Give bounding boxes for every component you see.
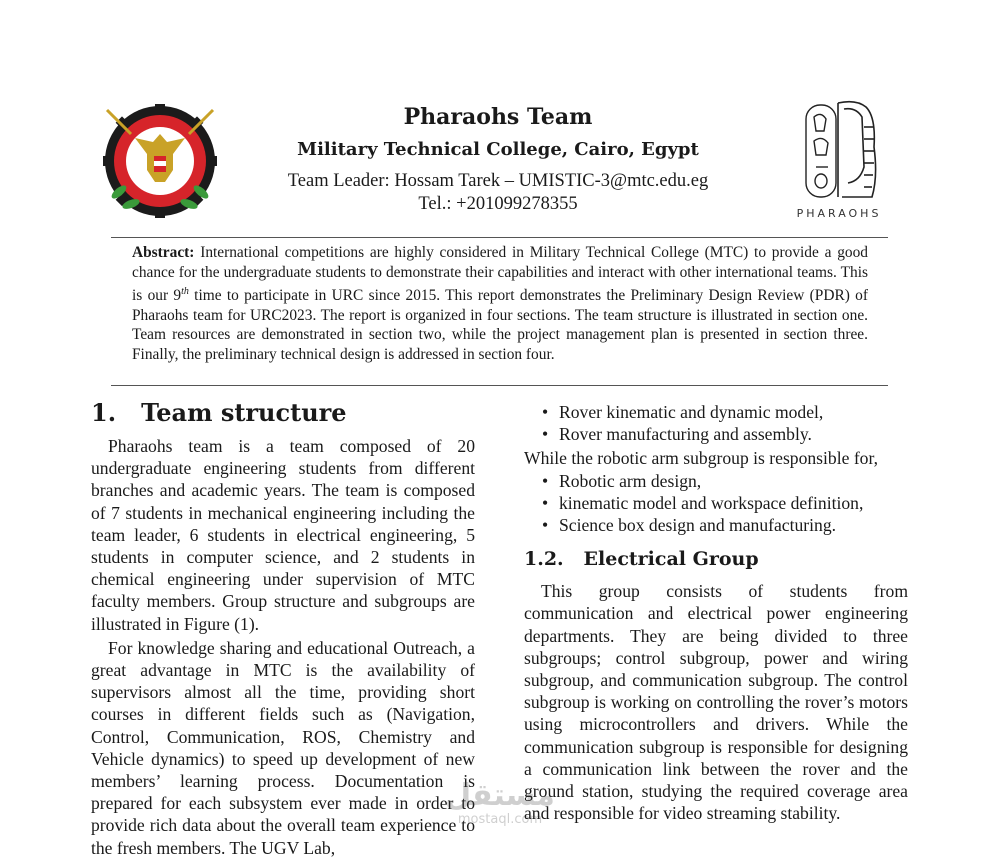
pharaohs-logo (786, 97, 892, 221)
watermark-arabic: مستقل (445, 778, 555, 813)
abstract-text-2: time to participate in URC since 2015. This report demonstrates the Preliminary Design Review (PDR) of Pharaohs team for URC2023. The report is organized in four sections. The team structure is illustrated in section one. Team resources are demonstrated in section two, while the project management plan is presented in section three. Finally, the preliminary technical design is addressed in section four. (132, 287, 868, 363)
right-column (524, 401, 908, 826)
abstract-label: Abstract: (132, 244, 195, 261)
section-heading (91, 398, 475, 427)
team-structure-paragraph-2: For knowledge sharing and educational Outreach, a great advantage in MTC is the availability of supervisors almost all the time, providing short courses in different fields such as (Navigation, Control, Communication, ROS, Chemistry and Vehicle dynamics) to speed up development of new members’ learning process. Documentation is prepared for each subsystem ever made in order to provide rich data about the overall team experience to the fresh members. The UGV Lab, (91, 637, 475, 858)
section-title: Team structure (141, 398, 347, 427)
hieroglyph-cartouche-icon (806, 105, 836, 197)
abstract-text-1: International competitions are highly considered in Military Technical College (MTC) to provide a good chance for the undergraduate students to demonstrate their capabilities and interact with other international teams. This is our 9 (132, 244, 868, 305)
pharaoh-head-icon (838, 102, 876, 197)
abstract-top-rule (111, 237, 888, 238)
abstract-superscript: th (181, 286, 189, 297)
team-leader-contact: Team Leader: Hossam Tarek – UMISTIC-3@mtc.edu.eg (287, 171, 709, 191)
subsection-number: 1.2. (524, 548, 564, 571)
watermark-latin: mostaql.com (457, 812, 543, 827)
abstract-block (132, 243, 868, 364)
section-number: 1. (91, 398, 117, 427)
robotic-arm-intro: While the robotic arm subgroup is responsible for, (524, 448, 879, 469)
list-item: • Rover kinematic and dynamic model, (559, 401, 908, 423)
watermark (440, 780, 560, 840)
college-name: Military Technical College, Cairo, Egypt (297, 139, 699, 160)
abstract-bottom-rule (111, 385, 888, 386)
list-item: • Science box design and manufacturing. (559, 514, 908, 536)
left-column (91, 398, 475, 861)
subsection-title: Electrical Group (583, 548, 759, 571)
team-name-title: Pharaohs Team (403, 104, 593, 130)
team-structure-paragraph-1: Pharaohs team is a team composed of 20 undergraduate engineering students from different branches and academic years. The team is composed of 7 students in mechanical engineering including the team leader, 6 students in electrical engineering, 5 students in computer science, and 2 students in chemical engineering under supervision of MTC faculty members. Group structure and subgroups are illustrated in Figure (1). (91, 436, 475, 634)
electrical-group-paragraph: This group consists of students from communication and electrical power engineering departments. They are being divided to three subgroups; control subgroup, power and wiring subgroup, and communication subgroup. The control subgroup is working on controlling the rover’s motors using microcontrollers and drivers. While the communication subgroup is responsible for designing a communication link between the rover and the ground station, studying the required coverage area and responsible for video streaming stability. (524, 581, 908, 824)
list-item: • Rover manufacturing and assembly. (559, 423, 908, 445)
subsection-heading (524, 548, 908, 570)
pharaohs-logo-text: PHARAOHS (796, 207, 882, 220)
list-item: • kinematic model and workspace definition, (559, 492, 908, 514)
telephone-number: Tel.: +201099278355 (418, 194, 578, 214)
mtc-emblem-logo (101, 104, 219, 218)
mechanical-bullet-list (524, 401, 908, 445)
robotic-arm-bullet-list (524, 470, 908, 537)
list-item: • Robotic arm design, (559, 470, 908, 492)
